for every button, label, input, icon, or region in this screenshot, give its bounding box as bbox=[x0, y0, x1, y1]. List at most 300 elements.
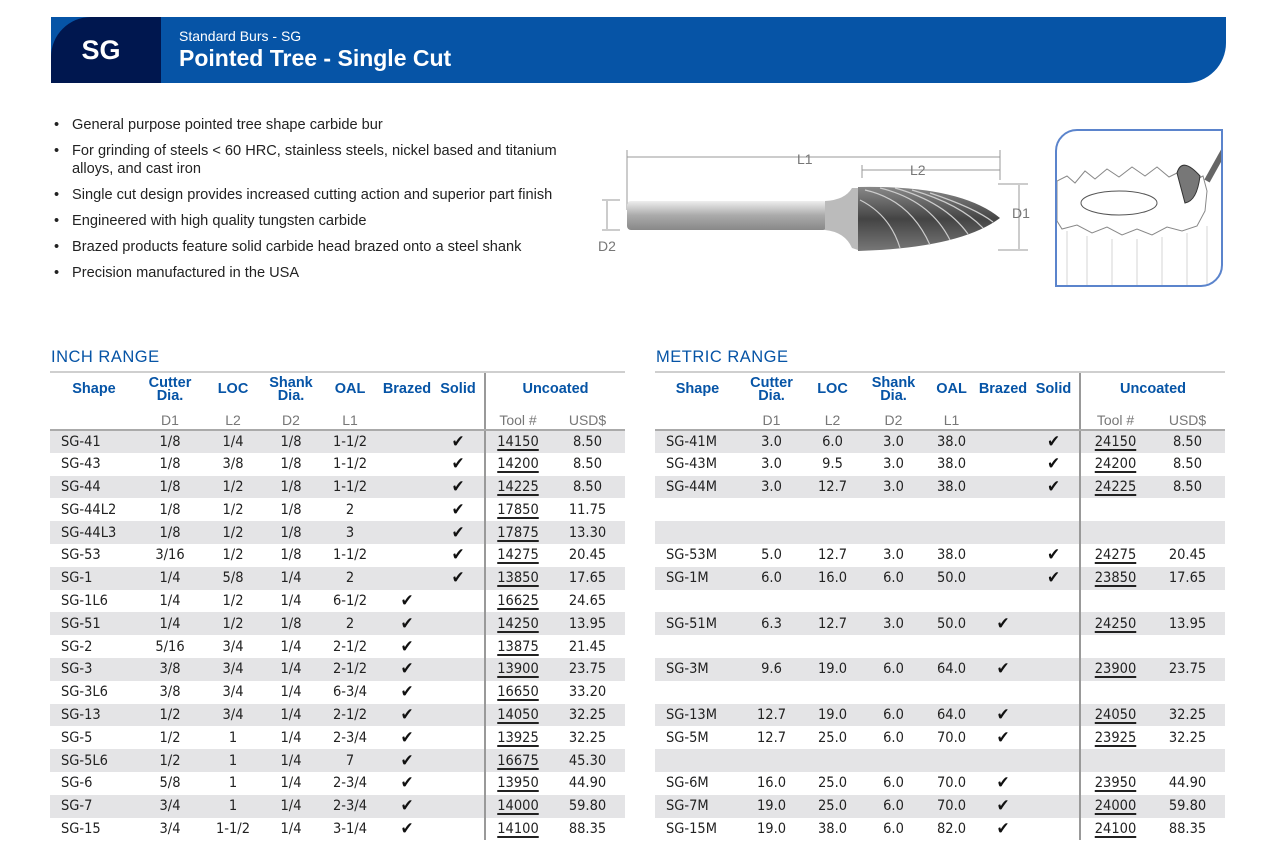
cell-tool-number[interactable] bbox=[485, 567, 550, 590]
cell-cutter-dia: 19.0 bbox=[756, 798, 787, 815]
cell-loc: 3/4 bbox=[222, 684, 244, 701]
cell-shank-dia: 6.0 bbox=[883, 706, 904, 723]
cell-tool-number[interactable] bbox=[485, 476, 550, 499]
cell-cutter-dia bbox=[740, 635, 803, 658]
cell-shape: SG-41M bbox=[666, 433, 717, 450]
table-row bbox=[655, 453, 1225, 476]
col-brazed: Brazed bbox=[382, 372, 432, 406]
cell-loc: 12.7 bbox=[817, 478, 848, 495]
cell-oal: 64.0 bbox=[936, 706, 967, 723]
table-row bbox=[50, 795, 625, 818]
tool-number-link[interactable]: 17875 bbox=[497, 524, 539, 541]
cell-oal: 1-1/2 bbox=[333, 478, 367, 495]
table-row bbox=[655, 612, 1225, 635]
cell-tool-number[interactable] bbox=[485, 818, 550, 841]
cell-shape: SG-6M bbox=[666, 775, 709, 792]
table-row bbox=[50, 726, 625, 749]
cell-cutter-dia: 1/8 bbox=[159, 456, 181, 473]
cell-tool-number[interactable] bbox=[1080, 476, 1150, 499]
tool-number-link[interactable]: 24275 bbox=[1094, 547, 1137, 564]
cell-cutter-dia: 1/2 bbox=[159, 752, 181, 769]
cell-brazed bbox=[382, 521, 432, 544]
cell-brazed bbox=[382, 818, 432, 841]
table-row bbox=[50, 658, 625, 681]
tool-number-link[interactable]: 16675 bbox=[497, 752, 539, 769]
tool-number-link[interactable]: 24200 bbox=[1094, 456, 1137, 473]
cell-tool-number[interactable] bbox=[1080, 772, 1150, 795]
cell-shape: SG-15M bbox=[666, 820, 717, 837]
cell-cutter-dia: 6.0 bbox=[761, 570, 782, 587]
tool-number-link[interactable]: 14150 bbox=[497, 433, 539, 450]
tool-number-link[interactable]: 13850 bbox=[497, 570, 539, 587]
cell-solid bbox=[1028, 476, 1080, 499]
checkmark-icon: ✔ bbox=[400, 613, 414, 634]
cell-price-usd bbox=[1150, 498, 1225, 521]
table-row bbox=[655, 772, 1225, 795]
l1-label: L1 bbox=[797, 151, 813, 167]
cell-price-usd: 20.45 bbox=[1168, 547, 1207, 564]
cell-loc: 1/4 bbox=[222, 433, 244, 450]
cell-tool-number[interactable] bbox=[485, 726, 550, 749]
tool-number-link[interactable]: 14000 bbox=[497, 798, 539, 815]
cell-tool-number[interactable] bbox=[1080, 544, 1150, 567]
cell-price-usd bbox=[1150, 749, 1225, 772]
cell-oal: 64.0 bbox=[936, 661, 967, 678]
cell-shape: SG-1 bbox=[61, 570, 93, 587]
cell-brazed bbox=[978, 521, 1028, 544]
tool-number-link[interactable]: 16625 bbox=[497, 592, 539, 609]
cell-solid bbox=[1028, 567, 1080, 590]
cell-loc bbox=[803, 498, 862, 521]
cell-brazed bbox=[382, 749, 432, 772]
checkmark-icon: ✔ bbox=[996, 704, 1010, 725]
cell-oal bbox=[925, 498, 978, 521]
checkmark-icon: ✔ bbox=[451, 431, 465, 452]
cell-shank-dia: 1/4 bbox=[280, 775, 302, 792]
tool-number-link[interactable]: 16650 bbox=[497, 684, 539, 701]
cell-tool-number[interactable] bbox=[485, 453, 550, 476]
cell-solid bbox=[1028, 772, 1080, 795]
cell-loc: 1/2 bbox=[222, 592, 244, 609]
cell-shank-dia: 6.0 bbox=[883, 729, 904, 746]
cell-solid bbox=[1028, 498, 1080, 521]
cell-loc: 1 bbox=[228, 752, 238, 769]
cell-loc: 9.5 bbox=[822, 456, 843, 473]
cell-solid bbox=[1028, 430, 1080, 453]
feature-item: • For grinding of steels < 60 HRC, stainless steels, nickel based and titanium alloys, and cast iron bbox=[52, 142, 592, 178]
cell-brazed bbox=[978, 498, 1028, 521]
cell-shape bbox=[655, 498, 740, 521]
cell-tool-number[interactable] bbox=[1080, 567, 1150, 590]
cell-loc: 1/2 bbox=[222, 615, 244, 632]
cell-price-usd: 23.75 bbox=[568, 661, 607, 678]
sub-d1: D1 bbox=[138, 406, 202, 430]
tool-number-link[interactable]: 23900 bbox=[1094, 661, 1137, 678]
cell-price-usd bbox=[1150, 681, 1225, 704]
cell-brazed bbox=[978, 635, 1028, 658]
tool-number-link[interactable]: 14050 bbox=[497, 706, 539, 723]
tool-number-link[interactable]: 17850 bbox=[497, 501, 539, 518]
cell-tool-number[interactable] bbox=[1080, 430, 1150, 453]
cell-brazed bbox=[382, 476, 432, 499]
table-row bbox=[50, 612, 625, 635]
checkmark-icon: ✔ bbox=[400, 750, 414, 771]
cell-tool-number[interactable] bbox=[485, 430, 550, 453]
checkmark-icon: ✔ bbox=[996, 773, 1010, 794]
cell-oal: 6-3/4 bbox=[333, 684, 367, 701]
cell-brazed bbox=[978, 726, 1028, 749]
tool-number-link[interactable]: 13950 bbox=[497, 775, 539, 792]
cell-shank-dia: 1/8 bbox=[280, 501, 302, 518]
tool-number-link[interactable]: 14200 bbox=[497, 456, 539, 473]
cell-price-usd: 13.95 bbox=[1168, 615, 1207, 632]
checkmark-icon: ✔ bbox=[996, 796, 1010, 817]
cell-oal: 38.0 bbox=[936, 478, 967, 495]
cell-shape: SG-7 bbox=[61, 798, 93, 815]
cell-solid bbox=[1028, 521, 1080, 544]
cell-oal bbox=[925, 590, 978, 613]
cell-price-usd: 13.95 bbox=[568, 615, 607, 632]
tool-number-link[interactable]: 23925 bbox=[1094, 729, 1137, 746]
cell-shape: SG-7M bbox=[666, 798, 709, 815]
cell-loc: 25.0 bbox=[817, 798, 848, 815]
cell-cutter-dia: 3/8 bbox=[159, 684, 181, 701]
cell-brazed bbox=[382, 453, 432, 476]
cell-brazed bbox=[978, 430, 1028, 453]
col-oal: OAL bbox=[318, 372, 382, 406]
cell-tool-number[interactable] bbox=[485, 590, 550, 613]
tool-number-link[interactable]: 14100 bbox=[497, 820, 539, 837]
cell-loc: 6.0 bbox=[822, 433, 843, 450]
cell-price-usd: 8.50 bbox=[1172, 433, 1203, 450]
cell-loc: 25.0 bbox=[817, 775, 848, 792]
table-row bbox=[655, 658, 1225, 681]
cell-oal: 2-3/4 bbox=[333, 729, 367, 746]
cell-shank-dia: 1/8 bbox=[280, 433, 302, 450]
cell-shape: SG-2 bbox=[61, 638, 93, 655]
table-row bbox=[655, 544, 1225, 567]
cell-oal: 38.0 bbox=[936, 456, 967, 473]
cell-price-usd: 8.50 bbox=[1172, 478, 1203, 495]
cell-shank-dia bbox=[862, 681, 925, 704]
cell-shape: SG-53 bbox=[61, 547, 101, 564]
cell-tool-number[interactable] bbox=[485, 704, 550, 727]
cell-price-usd: 24.65 bbox=[568, 592, 607, 609]
checkmark-icon: ✔ bbox=[400, 796, 414, 817]
checkmark-icon: ✔ bbox=[400, 727, 414, 748]
checkmark-icon: ✔ bbox=[996, 659, 1010, 680]
sub-usd: USD$ bbox=[550, 406, 625, 430]
table-row bbox=[50, 567, 625, 590]
cell-brazed bbox=[978, 453, 1028, 476]
sub-l1: L1 bbox=[318, 406, 382, 430]
cell-loc: 1/2 bbox=[222, 524, 244, 541]
col-uncoated: Uncoated bbox=[1080, 372, 1225, 406]
cell-shank-dia: 3.0 bbox=[883, 615, 904, 632]
cell-loc: 25.0 bbox=[817, 729, 848, 746]
cell-tool-number bbox=[1080, 681, 1150, 704]
metric-range-label: METRIC RANGE bbox=[656, 348, 789, 366]
bur-head-shape bbox=[858, 187, 1000, 251]
checkmark-icon: ✔ bbox=[400, 818, 414, 839]
cell-loc: 3/4 bbox=[222, 661, 244, 678]
cell-cutter-dia: 1/2 bbox=[159, 729, 181, 746]
cell-brazed bbox=[382, 590, 432, 613]
cell-shank-dia: 1/4 bbox=[280, 752, 302, 769]
cell-price-usd: 32.25 bbox=[568, 706, 607, 723]
cell-shape bbox=[655, 521, 740, 544]
cell-oal bbox=[925, 635, 978, 658]
cell-solid bbox=[432, 635, 485, 658]
cell-tool-number[interactable] bbox=[485, 772, 550, 795]
cell-shape: SG-51 bbox=[61, 615, 101, 632]
cell-cutter-dia: 1/2 bbox=[159, 706, 181, 723]
cell-brazed bbox=[978, 749, 1028, 772]
cell-shank-dia: 6.0 bbox=[883, 820, 904, 837]
cell-loc: 1 bbox=[228, 798, 238, 815]
col-shank-dia: Shank Dia. bbox=[862, 372, 925, 406]
cell-oal: 82.0 bbox=[936, 820, 967, 837]
col-solid: Solid bbox=[1028, 372, 1080, 406]
cell-solid bbox=[432, 612, 485, 635]
cell-cutter-dia: 5.0 bbox=[761, 547, 782, 564]
cell-price-usd: 8.50 bbox=[572, 433, 603, 450]
cell-loc bbox=[803, 681, 862, 704]
cell-solid bbox=[1028, 704, 1080, 727]
table-row bbox=[50, 521, 625, 544]
cell-shape: SG-3 bbox=[61, 661, 93, 678]
checkmark-icon: ✔ bbox=[400, 682, 414, 703]
tool-number-link[interactable]: 24225 bbox=[1094, 478, 1137, 495]
cell-cutter-dia: 12.7 bbox=[756, 706, 787, 723]
col-oal: OAL bbox=[925, 372, 978, 406]
cell-solid bbox=[1028, 726, 1080, 749]
cell-tool-number[interactable] bbox=[485, 544, 550, 567]
cell-tool-number[interactable] bbox=[1080, 612, 1150, 635]
cell-brazed bbox=[382, 430, 432, 453]
cell-brazed bbox=[382, 772, 432, 795]
tool-number-link[interactable]: 24100 bbox=[1094, 820, 1137, 837]
cell-shank-dia: 3.0 bbox=[883, 547, 904, 564]
cell-price-usd: 44.90 bbox=[568, 775, 607, 792]
cell-shank-dia bbox=[862, 635, 925, 658]
cell-oal: 3-1/4 bbox=[333, 820, 367, 837]
table-row bbox=[50, 749, 625, 772]
sub-l1: L1 bbox=[925, 406, 978, 430]
tool-number-link[interactable]: 14225 bbox=[497, 478, 539, 495]
cell-brazed bbox=[978, 795, 1028, 818]
cell-shape: SG-5 bbox=[61, 729, 93, 746]
cell-solid bbox=[1028, 590, 1080, 613]
table-row bbox=[50, 544, 625, 567]
cell-loc: 3/4 bbox=[222, 638, 244, 655]
cell-oal: 1-1/2 bbox=[333, 433, 367, 450]
cell-tool-number[interactable] bbox=[485, 658, 550, 681]
cell-tool-number bbox=[1080, 635, 1150, 658]
cell-solid bbox=[432, 795, 485, 818]
inch-range-label: INCH RANGE bbox=[51, 348, 160, 366]
cell-tool-number[interactable] bbox=[485, 635, 550, 658]
cell-solid bbox=[1028, 453, 1080, 476]
tool-number-link[interactable]: 24050 bbox=[1094, 706, 1137, 723]
checkmark-icon: ✔ bbox=[451, 568, 465, 589]
cell-oal bbox=[925, 521, 978, 544]
sub-tool: Tool # bbox=[485, 406, 550, 430]
tool-number-link[interactable]: 23850 bbox=[1094, 570, 1137, 587]
table-row bbox=[655, 681, 1225, 704]
cell-shank-dia: 1/4 bbox=[280, 592, 302, 609]
cell-oal: 7 bbox=[345, 752, 355, 769]
cell-shape bbox=[655, 749, 740, 772]
cell-cutter-dia: 1/8 bbox=[159, 501, 181, 518]
cell-cutter-dia: 3/4 bbox=[159, 820, 181, 837]
cell-solid bbox=[432, 772, 485, 795]
cell-shape: SG-43M bbox=[666, 456, 717, 473]
cell-shank-dia: 6.0 bbox=[883, 661, 904, 678]
checkmark-icon: ✔ bbox=[400, 590, 414, 611]
cell-loc bbox=[803, 521, 862, 544]
tool-number-link[interactable]: 13900 bbox=[497, 661, 539, 678]
checkmark-icon: ✔ bbox=[400, 659, 414, 680]
tool-number-link[interactable]: 13925 bbox=[497, 729, 539, 746]
table-row bbox=[655, 498, 1225, 521]
table-row bbox=[655, 430, 1225, 453]
checkmark-icon: ✔ bbox=[1047, 545, 1060, 566]
cell-shape: SG-13 bbox=[61, 706, 101, 723]
checkmark-icon: ✔ bbox=[400, 704, 414, 725]
cell-cutter-dia: 1/4 bbox=[159, 570, 181, 587]
tool-number-link[interactable]: 13875 bbox=[497, 638, 539, 655]
cell-brazed bbox=[382, 544, 432, 567]
cell-tool-number[interactable] bbox=[1080, 726, 1150, 749]
cell-tool-number[interactable] bbox=[485, 521, 550, 544]
cell-price-usd: 8.50 bbox=[572, 478, 603, 495]
col-brazed: Brazed bbox=[978, 372, 1028, 406]
cell-solid bbox=[1028, 612, 1080, 635]
cell-tool-number[interactable] bbox=[485, 612, 550, 635]
cell-oal bbox=[925, 749, 978, 772]
tool-number-link[interactable]: 14250 bbox=[497, 615, 539, 632]
cell-oal: 2-3/4 bbox=[333, 798, 367, 815]
cell-cutter-dia bbox=[740, 749, 803, 772]
cell-shape: SG-44L2 bbox=[61, 501, 117, 518]
cell-shank-dia: 3.0 bbox=[883, 433, 904, 450]
page-subtitle: Standard Burs - SG bbox=[179, 28, 302, 44]
cell-shank-dia: 1/4 bbox=[280, 706, 302, 723]
cell-price-usd: 44.90 bbox=[1168, 775, 1207, 792]
cell-price-usd: 17.65 bbox=[1168, 570, 1207, 587]
cell-shank-dia: 1/4 bbox=[280, 798, 302, 815]
cell-cutter-dia: 1/4 bbox=[159, 615, 181, 632]
cell-loc: 1-1/2 bbox=[216, 820, 250, 837]
series-badge: SG bbox=[51, 17, 161, 83]
cell-loc: 1 bbox=[228, 729, 238, 746]
cell-cutter-dia: 1/8 bbox=[159, 478, 181, 495]
cell-brazed bbox=[978, 590, 1028, 613]
cell-shank-dia: 1/8 bbox=[280, 615, 302, 632]
tool-number-link[interactable]: 23950 bbox=[1094, 775, 1137, 792]
cell-tool-number[interactable] bbox=[485, 681, 550, 704]
tool-number-link[interactable]: 24150 bbox=[1094, 433, 1137, 450]
cell-loc bbox=[803, 749, 862, 772]
cell-solid bbox=[1028, 635, 1080, 658]
table-row bbox=[50, 681, 625, 704]
cell-solid bbox=[432, 544, 485, 567]
cell-shape: SG-1M bbox=[666, 570, 709, 587]
cell-brazed bbox=[382, 612, 432, 635]
cell-brazed bbox=[382, 567, 432, 590]
cell-tool-number[interactable] bbox=[1080, 818, 1150, 841]
cell-tool-number[interactable] bbox=[1080, 453, 1150, 476]
cell-brazed bbox=[978, 612, 1028, 635]
cell-solid bbox=[432, 749, 485, 772]
cell-brazed bbox=[978, 658, 1028, 681]
cell-tool-number[interactable] bbox=[485, 498, 550, 521]
feature-item: • Single cut design provides increased cutting action and superior part finish bbox=[52, 186, 592, 204]
cell-solid bbox=[432, 658, 485, 681]
cell-shank-dia: 6.0 bbox=[883, 798, 904, 815]
cell-solid bbox=[432, 681, 485, 704]
cell-tool-number[interactable] bbox=[1080, 795, 1150, 818]
cell-cutter-dia: 12.7 bbox=[756, 729, 787, 746]
feature-item: • Precision manufactured in the USA bbox=[52, 264, 592, 282]
cell-oal: 38.0 bbox=[936, 547, 967, 564]
metric-range-table bbox=[655, 371, 1225, 840]
checkmark-icon: ✔ bbox=[451, 522, 465, 543]
application-illustration bbox=[1055, 129, 1223, 287]
cell-tool-number[interactable] bbox=[1080, 658, 1150, 681]
cell-solid bbox=[1028, 795, 1080, 818]
table-row bbox=[655, 567, 1225, 590]
cell-cutter-dia: 3.0 bbox=[761, 433, 782, 450]
sub-d2: D2 bbox=[862, 406, 925, 430]
cell-cutter-dia bbox=[740, 498, 803, 521]
table-row bbox=[50, 704, 625, 727]
tool-number-link[interactable]: 24250 bbox=[1094, 615, 1137, 632]
cell-oal: 2 bbox=[345, 615, 355, 632]
cell-tool-number bbox=[1080, 498, 1150, 521]
sub-tool: Tool # bbox=[1080, 406, 1150, 430]
cell-shape: SG-41 bbox=[61, 433, 101, 450]
cell-tool-number[interactable] bbox=[485, 749, 550, 772]
tool-number-link[interactable]: 24000 bbox=[1094, 798, 1137, 815]
cell-shape: SG-15 bbox=[61, 820, 101, 837]
cell-loc: 12.7 bbox=[817, 615, 848, 632]
cell-shape: SG-5M bbox=[666, 729, 709, 746]
cell-tool-number[interactable] bbox=[1080, 704, 1150, 727]
cell-price-usd: 32.25 bbox=[1168, 706, 1207, 723]
tool-number-link[interactable]: 14275 bbox=[497, 547, 539, 564]
cell-shank-dia bbox=[862, 590, 925, 613]
l2-label: L2 bbox=[910, 162, 926, 178]
cell-loc: 19.0 bbox=[817, 706, 848, 723]
cell-tool-number[interactable] bbox=[485, 795, 550, 818]
feature-item: • Engineered with high quality tungsten carbide bbox=[52, 212, 592, 230]
checkmark-icon: ✔ bbox=[451, 476, 465, 497]
bur-dimension-diagram bbox=[590, 140, 1040, 260]
cell-cutter-dia: 1/8 bbox=[159, 433, 181, 450]
cell-oal: 1-1/2 bbox=[333, 456, 367, 473]
cell-cutter-dia: 16.0 bbox=[756, 775, 787, 792]
table-row bbox=[50, 453, 625, 476]
shank-shape bbox=[627, 201, 827, 230]
checkmark-icon: ✔ bbox=[996, 727, 1010, 748]
cell-solid bbox=[432, 704, 485, 727]
col-shank-dia: Shank Dia. bbox=[264, 372, 318, 406]
table-row bbox=[50, 818, 625, 841]
cell-price-usd: 33.20 bbox=[568, 684, 607, 701]
cell-loc bbox=[803, 635, 862, 658]
